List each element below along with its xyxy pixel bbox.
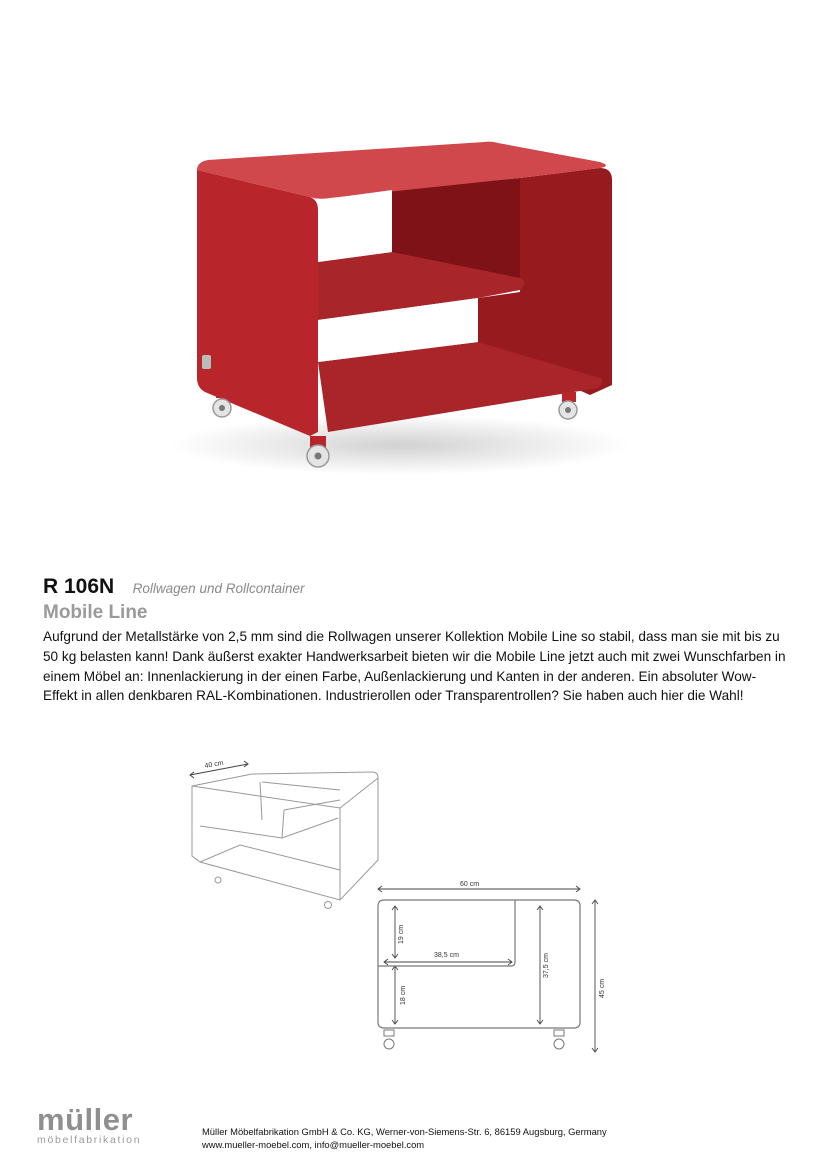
- company-logo: [37, 1102, 147, 1146]
- front-opening-upper: [318, 190, 392, 262]
- logo-tagline: möbelfabrikation: [37, 1134, 142, 1146]
- front-frame: [197, 170, 318, 436]
- footer-address: Müller Möbelfabrikation GmbH & Co. KG, Werner-von-Siemens-Str. 6, 86159 Augsburg, Germany: [202, 1126, 607, 1137]
- logo-name: müller: [37, 1102, 134, 1137]
- brand-plate: [202, 355, 211, 369]
- product-code: R 106N: [43, 575, 115, 598]
- inner-height-label: 37,5 cm: [543, 953, 550, 978]
- product-subtitle: Rollwagen und Rollcontainer: [132, 581, 305, 596]
- product-image: [170, 120, 650, 570]
- lower-height-label: 18 cm: [400, 985, 407, 1005]
- product-line: Mobile Line: [43, 602, 148, 623]
- upper-height-label: 19 cm: [398, 924, 405, 944]
- shelf-width-label: 38,5 cm: [434, 952, 459, 959]
- depth-label: 40 cm: [204, 759, 225, 770]
- product-description: Aufgrund der Metallstärke von 2,5 mm sind die Rollwagen unserer Kollektion Mobile Line so stabil, dass man sie mit bis zu 50 kg belasten kann! Dank äußerst exakter Handwerksarbeit bieten wir die Mobile Line jetzt auch mit zwei Wunschfarben in einem Möbel an: Innenlackierung in der einen Farbe, Außenlackierung und Kanten in der anderen. Ein absoluter Wow-Effekt in allen denkbaren RAL-Kombinationen. Industrierollen oder Transparentrollen? Sie haben auch hier die Wahl!: [43, 629, 786, 704]
- front-drawing: [370, 878, 615, 1058]
- floor-shadow: [170, 415, 630, 475]
- width-label: 60 cm: [460, 881, 480, 888]
- footer-contact[interactable]: www.mueller-moebel.com, info@mueller-moebel.com: [202, 1138, 425, 1150]
- isometric-drawing: [185, 755, 385, 915]
- castor-front-right: [307, 436, 329, 467]
- footer: [202, 1126, 607, 1151]
- castor-back-right: [559, 392, 577, 419]
- title-row: [43, 575, 305, 599]
- total-height-label: 45 cm: [599, 978, 606, 998]
